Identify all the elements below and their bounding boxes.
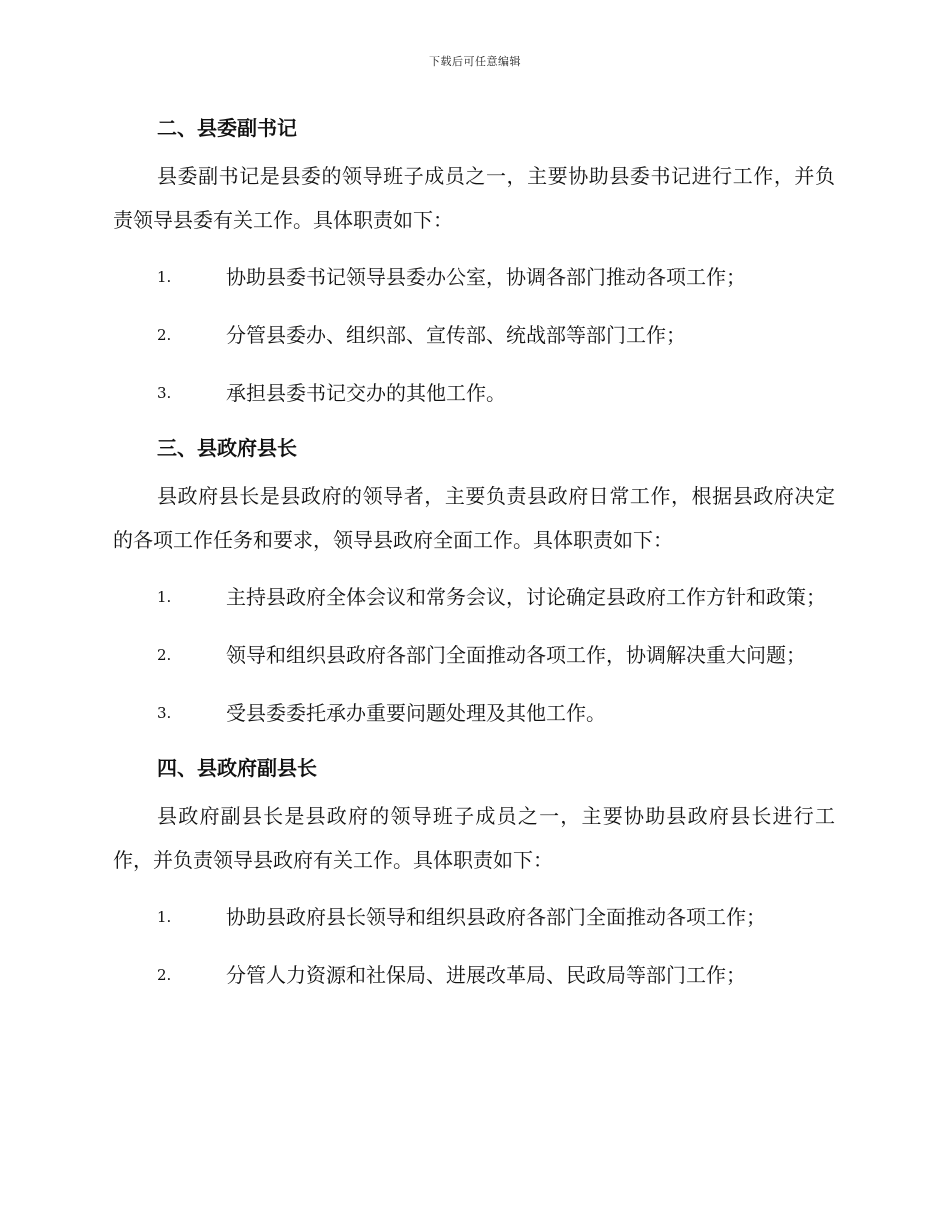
section-deputy-secretary [113, 108, 835, 415]
list-number: 3. [157, 704, 172, 722]
list-number: 2. [157, 646, 172, 664]
section-intro: 县政府县长是县政府的领导者，主要负责县政府日常工作，根据县政府决定的各项工作任务和要求，领导县政府全面工作。具体职责如下： [113, 484, 835, 552]
list-item [113, 895, 835, 939]
list-number: 3. [157, 384, 172, 402]
section-heading: 四、县政府副县长 [157, 756, 317, 780]
section-intro: 县委副书记是县委的领导班子成员之一，主要协助县委书记进行工作，并负责领导县委有关工作。具体职责如下： [113, 164, 835, 232]
list-item [113, 255, 835, 299]
list-number: 2. [157, 326, 172, 344]
section-heading: 三、县政府县长 [157, 436, 297, 460]
list-item [113, 575, 835, 619]
section-intro: 县政府副县长是县政府的领导班子成员之一，主要协助县政府县长进行工作，并负责领导县政府有关工作。具体职责如下： [113, 804, 835, 872]
list-item [113, 313, 835, 357]
list-item [113, 633, 835, 677]
list-text: 协助县委书记领导县委办公室，协调各部门推动各项工作； [226, 265, 746, 289]
list-text: 协助县政府县长领导和组织县政府各部门全面推动各项工作； [226, 905, 766, 929]
section-county-magistrate [113, 428, 835, 735]
page-header: 下载后可任意编辑 [429, 55, 521, 68]
section-deputy-magistrate [113, 748, 835, 997]
list-item [113, 953, 835, 997]
list-number: 1. [157, 908, 172, 926]
list-text: 受县委委托承办重要问题处理及其他工作。 [226, 701, 606, 725]
list-text: 主持县政府全体会议和常务会议，讨论确定县政府工作方针和政策； [226, 585, 826, 609]
list-item [113, 691, 835, 735]
section-heading: 二、县委副书记 [157, 116, 297, 140]
document-body [113, 108, 835, 997]
list-text: 分管县委办、组织部、宣传部、统战部等部门工作； [226, 323, 686, 347]
list-number: 1. [157, 268, 172, 286]
list-number: 2. [157, 966, 172, 984]
list-text: 领导和组织县政府各部门全面推动各项工作，协调解决重大问题； [226, 643, 806, 667]
list-text: 承担县委书记交办的其他工作。 [226, 381, 506, 405]
list-item [113, 371, 835, 415]
list-text: 分管人力资源和社保局、进展改革局、民政局等部门工作； [226, 963, 746, 987]
list-number: 1. [157, 588, 172, 606]
